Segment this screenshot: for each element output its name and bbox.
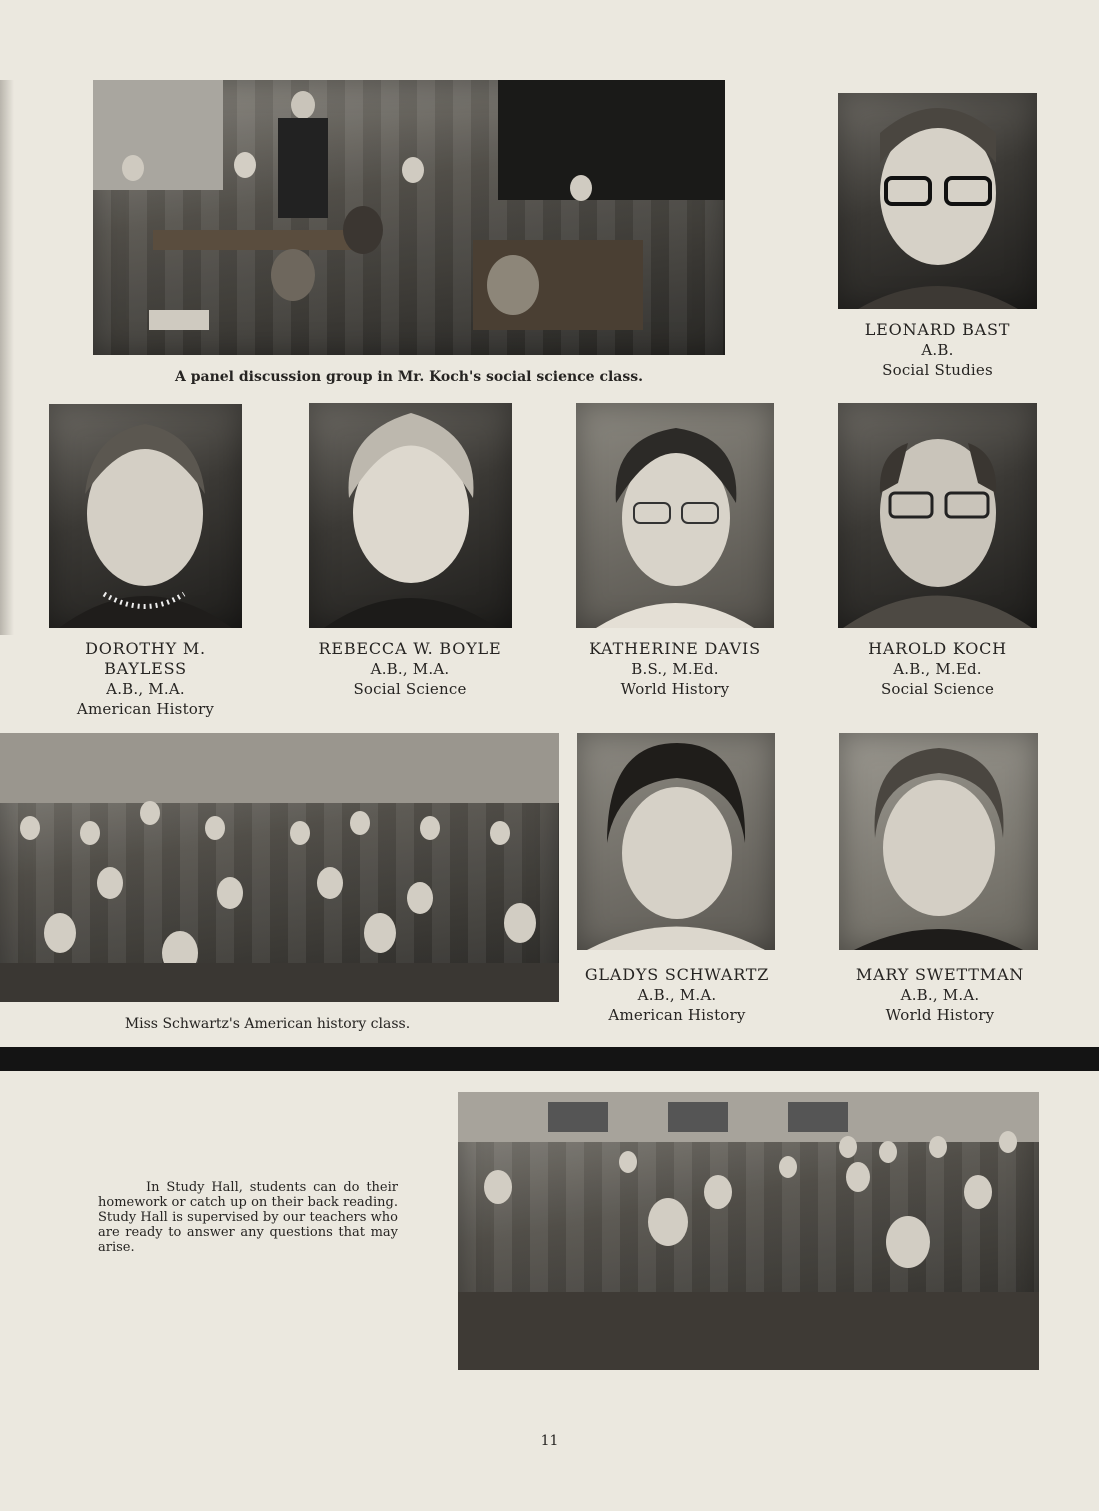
faculty-degrees: A.B., M.Ed.	[893, 660, 982, 678]
mary-swettman-portrait	[839, 733, 1038, 950]
faculty-degrees: A.B.	[921, 341, 954, 359]
study-hall-photo	[458, 1092, 1039, 1370]
faculty-subject: Social Science	[353, 680, 467, 698]
faculty-card-davis	[560, 639, 790, 699]
faculty-subject: American History	[608, 1006, 746, 1024]
faculty-subject: Social Science	[880, 680, 995, 698]
faculty-name: HAROLD KOCH	[868, 639, 1007, 658]
harold-koch-portrait	[838, 403, 1037, 628]
faculty-card-swettman	[825, 965, 1055, 1025]
faculty-name: LEONARD BAST	[864, 320, 1011, 339]
faculty-name-line1: DOROTHY M.	[85, 639, 206, 658]
faculty-degrees: B.S., M.Ed.	[631, 660, 719, 678]
faculty-name-line2: BAYLESS	[104, 659, 187, 678]
faculty-card-schwartz	[562, 965, 792, 1025]
faculty-name: REBECCA W. BOYLE	[318, 639, 502, 658]
gladys-schwartz-portrait	[577, 733, 775, 950]
faculty-name: GLADYS SCHWARTZ	[584, 965, 770, 984]
dorothy-bayless-portrait	[49, 404, 242, 628]
leonard-bast-portrait	[838, 93, 1037, 309]
panel-discussion-photo	[93, 80, 725, 355]
faculty-card-bast	[838, 320, 1037, 380]
page-number: 11	[540, 1433, 559, 1449]
page-edge-shadow	[0, 80, 14, 635]
faculty-degrees: A.B., M.A.	[900, 986, 980, 1004]
faculty-degrees: A.B., M.A.	[106, 680, 185, 698]
faculty-degrees: A.B., M.A.	[637, 986, 717, 1004]
section-divider-bar	[0, 1047, 1099, 1071]
faculty-subject: World History	[620, 680, 730, 698]
american-history-class-photo	[0, 733, 559, 1002]
american-history-class-caption: Miss Schwartz's American history class.	[124, 1016, 411, 1032]
rebecca-boyle-portrait	[309, 403, 512, 628]
faculty-card-bayless	[49, 639, 242, 719]
faculty-subject: World History	[885, 1006, 995, 1024]
faculty-subject: Social Studies	[882, 361, 993, 379]
faculty-subject: American History	[76, 700, 215, 718]
panel-discussion-caption: A panel discussion group in Mr. Koch's social science class.	[174, 369, 644, 385]
study-hall-description: In Study Hall, students can do their homework or catch up on their back reading. Study Hall is supervised by our teachers who are ready to answer any questions that may arise.	[98, 1180, 398, 1255]
faculty-name: KATHERINE DAVIS	[589, 639, 761, 658]
faculty-card-boyle	[295, 639, 525, 699]
faculty-card-koch	[838, 639, 1037, 699]
katherine-davis-portrait	[576, 403, 774, 628]
faculty-name: MARY SWETTMAN	[855, 965, 1025, 984]
faculty-degrees: A.B., M.A.	[370, 660, 450, 678]
